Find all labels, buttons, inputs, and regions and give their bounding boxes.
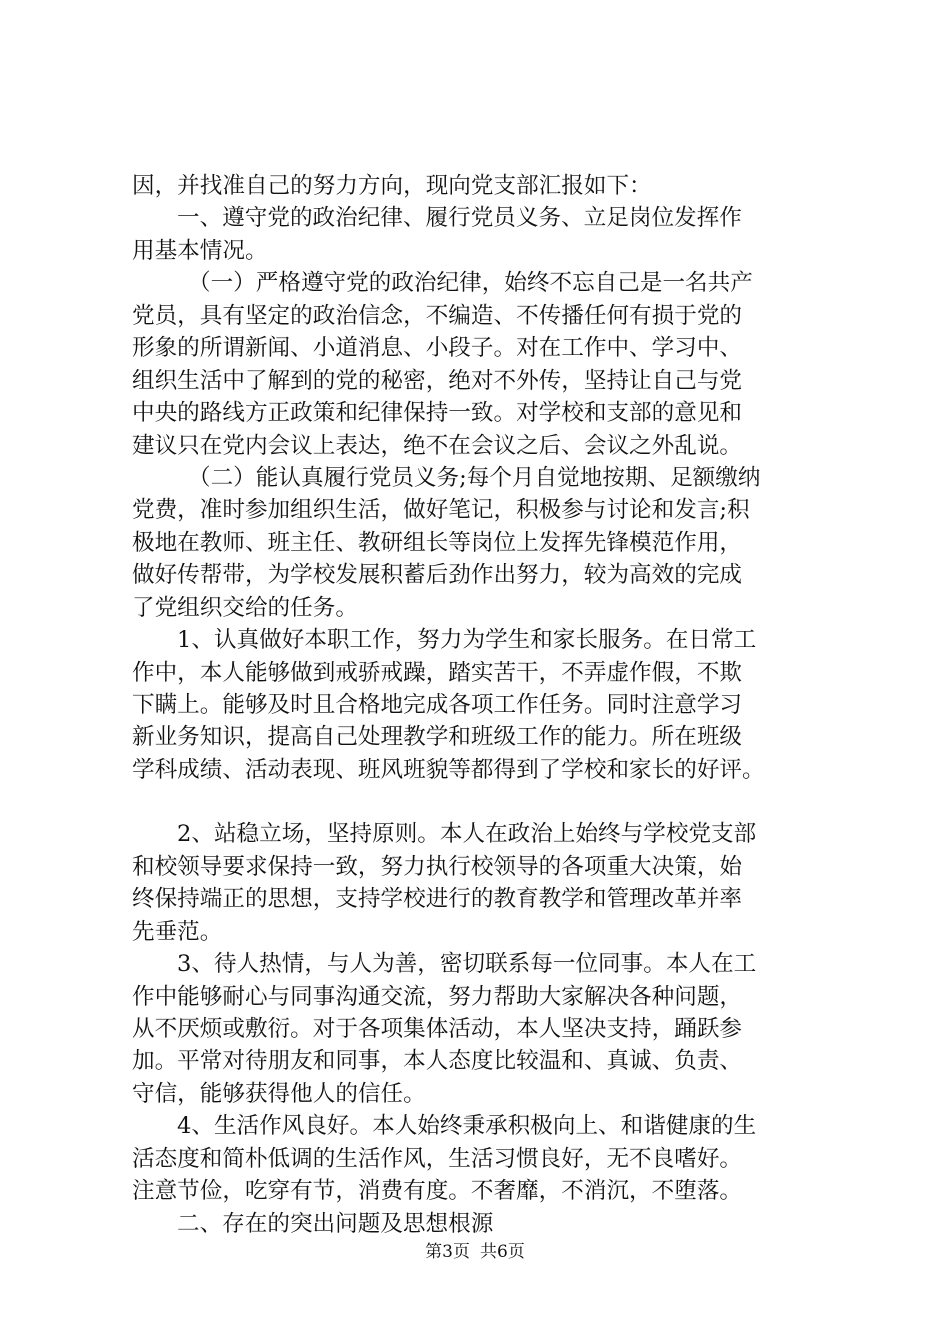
paragraph-line: 做好传帮带，为学校发展积蓄后劲作出努力，较为高效的完成 <box>132 562 743 589</box>
paragraph-line: 作中，本人能够做到戒骄戒躁，踏实苦干，不弄虚作假，不欺 <box>132 659 743 686</box>
paragraph-line: 党费，准时参加组织生活，做好笔记，积极参与讨论和发言;积 <box>132 497 750 524</box>
paragraph-line: 党员，具有坚定的政治信念，不编造、不传播任何有损于党的 <box>132 302 743 329</box>
subsection-heading-1: （一）严格遵守党的政治纪律，始终不忘自己是一名共产 <box>188 270 753 297</box>
paragraph-line: 活态度和简朴低调的生活作风，生活习惯良好，无不良嗜好。 <box>132 1145 743 1172</box>
paragraph-line: 先垂范。 <box>132 918 223 945</box>
paragraph-line: 加。平常对待朋友和同事，本人态度比较温和、真诚、负责、 <box>132 1048 743 1075</box>
paragraph-line: 极地在教师、班主任、教研组长等岗位上发挥先锋模范作用， <box>132 529 743 556</box>
paragraph-line: 注意节俭，吃穿有节，消费有度。不奢靡，不消沉，不堕落。 <box>132 1178 743 1205</box>
paragraph-line: 终保持端正的思想，支持学校进行的教育教学和管理改革并率 <box>132 886 743 913</box>
paragraph-line: 建议只在党内会议上表达，绝不在会议之后、会议之外乱说。 <box>132 432 743 459</box>
page-number: 第3页 <box>425 1242 470 1262</box>
page-footer <box>0 1240 950 1264</box>
paragraph-line: 学科成绩、活动表现、班风班貌等都得到了学校和家长的好评。 <box>132 756 765 783</box>
paragraph-line: 和校领导要求保持一致，努力执行校领导的各项重大决策，始 <box>132 853 743 880</box>
item-1-line: 1、认真做好本职工作，努力为学生和家长服务。在日常工 <box>177 627 757 654</box>
paragraph-line: 形象的所谓新闻、小道消息、小段子。对在工作中、学习中、 <box>132 335 743 362</box>
paragraph-line: 下瞒上。能够及时且合格地完成各项工作任务。同时注意学习 <box>132 692 743 718</box>
paragraph-line: 组织生活中了解到的党的秘密，绝对不外传，坚持让自己与党 <box>132 367 743 394</box>
paragraph-line: 新业务知识，提高自己处理教学和班级工作的能力。所在班级 <box>132 724 743 751</box>
paragraph-line: 从不厌烦或敷衍。对于各项集体活动，本人坚决支持，踊跃参 <box>132 1015 743 1042</box>
section-heading-1: 一、遵守党的政治纪律、履行党员义务、立足岗位发挥作 <box>177 205 742 232</box>
item-3-line: 3、待人热情，与人为善，密切联系每一位同事。本人在工 <box>177 951 757 978</box>
page-total: 共6页 <box>480 1242 525 1262</box>
paragraph-line: 作中能够耐心与同事沟通交流，努力帮助大家解决各种问题， <box>132 983 743 1010</box>
paragraph-line: 用基本情况。 <box>132 237 268 264</box>
item-4-line: 4、生活作风良好。本人始终秉承积极向上、和谐健康的生 <box>177 1113 757 1140</box>
subsection-heading-2: （二）能认真履行党员义务;每个月自觉地按期、足额缴纳 <box>188 464 761 491</box>
section-heading-2: 二、存在的突出问题及思想根源 <box>177 1210 494 1237</box>
paragraph-line: 因，并找准自己的努力方向，现向党支部汇报如下： <box>132 173 652 199</box>
paragraph-line: 守信，能够获得他人的信任。 <box>132 1080 426 1107</box>
paragraph-line: 中央的路线方正政策和纪律保持一致。对学校和支部的意见和 <box>132 400 743 427</box>
paragraph-gap <box>132 786 832 818</box>
item-2-line: 2、站稳立场，坚持原则。本人在政治上始终与学校党支部 <box>177 821 757 848</box>
paragraph-line: 了党组织交给的任务。 <box>132 594 358 621</box>
document-body <box>132 170 832 1240</box>
